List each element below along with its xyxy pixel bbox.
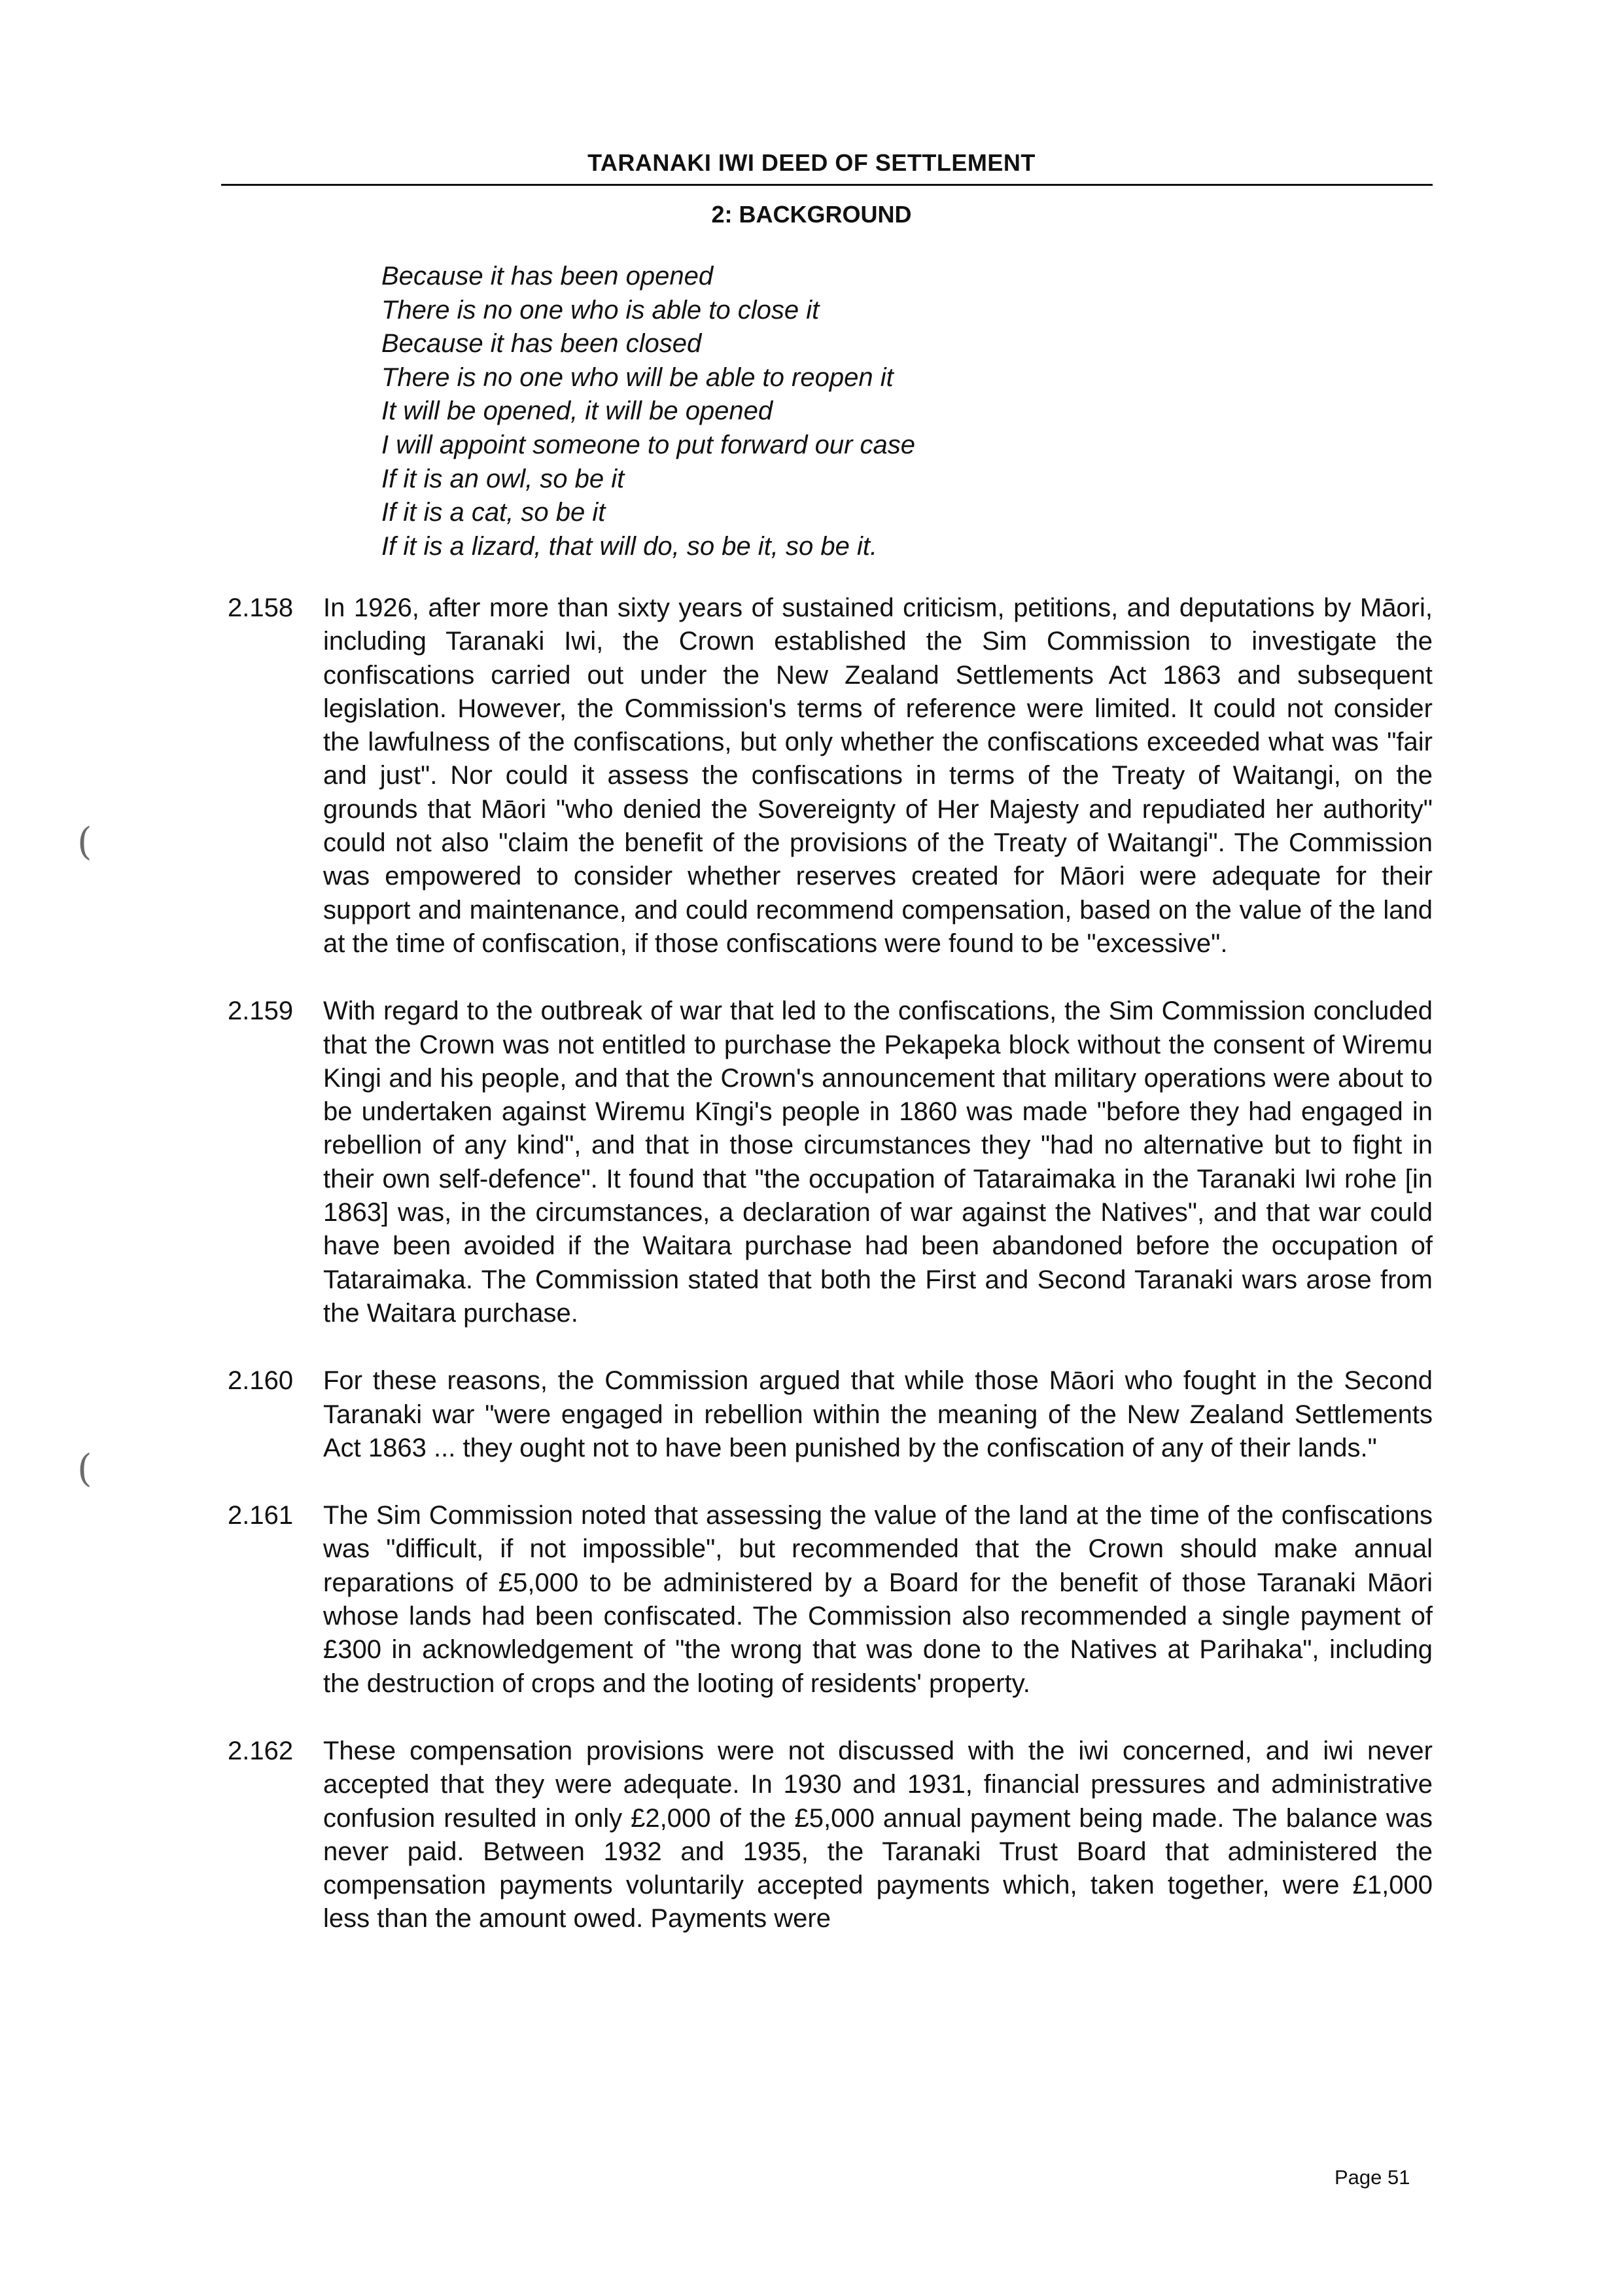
paragraph-text: With regard to the outbreak of war that led to the confiscations, the Sim Commission concluded that the Crown was not entitled to purchase the Pekapeka block without the consent of Wiremu Kingi and his people, and that the Crown's announcement that military operations were about to be undertaken against Wiremu Kīngi's people in 1860 was made "before they had engaged in rebellion of any kind", and that in those circumstances they "had no alternative but to fight in their own self-defence". It found that "the occupation of Tataraimaka in the Taranaki Iwi rohe [in 1863] was, in the circumstances, a declaration of war against the Natives", and that war could have been avoided if the Waitara purchase had been abandoned before the occupation of Tataraimaka. The Commission stated that both the First and Second Taranaki wars arose from the Waitara purchase. xyxy=(323,997,1433,1328)
paragraph-text: These compensation provisions were not discussed with the iwi concerned, and iwi never accepted that they were adequate. In 1930 and 1931, financial pressures and administrative confusion resulted in only £2,000 of the £5,000 annual payment being made. The balance was never paid. Between 1932 and 1935, the Taranaki Trust Board that administered the compensation payments voluntarily accepted payments which, taken together, were £1,000 less than the amount owed. Payments were xyxy=(323,1736,1433,1934)
paragraph-number: 2.161 xyxy=(228,1501,294,1530)
header-divider xyxy=(221,184,1433,186)
poem-line: I will appoint someone to put forward our case xyxy=(381,430,915,459)
paragraph-text: For these reasons, the Commission argued that while those Māori who fought in the Second Taranaki war "were engaged in rebellion within the meaning of the New Zealand Settlements Act 1863 ... they ought not to have been punished by the confiscation of any of their lands." xyxy=(323,1366,1433,1462)
paragraph-2-158 xyxy=(228,592,1433,961)
deed-title: TARANAKI IWI DEED OF SETTLEMENT xyxy=(587,149,1036,176)
poem-line: If it is a cat, so be it xyxy=(381,498,606,527)
poem-line: Because it has been closed xyxy=(381,329,702,359)
paragraph-text: In 1926, after more than sixty years of sustained criticism, petitions, and deputations by Māori, including Taranaki Iwi, the Crown established the Sim Commission to investigate the confiscations carried out under the New Zealand Settlements Act 1863 and subsequent legislation. However, the Commission's terms of reference were limited. It could not consider the lawfulness of the confiscations, but only whether the confiscations exceeded what was "fair and just". Nor could it assess the confiscations in terms of the Treaty of Waitangi, on the grounds that Māori "who denied the Sovereignty of Her Majesty and repudiated her authority" could not also "claim the benefit of the provisions of the Treaty of Waitangi". The Commission was empowered to consider whether reserves created for Māori were adequate for their support and maintenance, and could recommend compensation, based on the value of the land at the time of confiscation, if those confiscations were found to be "excessive". xyxy=(323,593,1433,958)
paragraph-2-160 xyxy=(228,1364,1433,1465)
poem-line: If it is a lizard, that will do, so be it, so be it. xyxy=(381,531,878,561)
margin-bracket-mark: ( xyxy=(77,1446,92,1491)
paragraph-2-162 xyxy=(228,1735,1433,1936)
paragraph-number: 2.160 xyxy=(228,1366,294,1396)
paragraph-number: 2.159 xyxy=(228,997,294,1026)
paragraph-number: 2.158 xyxy=(228,593,294,622)
poem-line: It will be opened, it will be opened xyxy=(381,397,773,426)
paragraph-text: The Sim Commission noted that assessing the value of the land at the time of the confiscations was "difficult, if not impossible", but recommended that the Crown should make annual reparations of £5,000 to be administered by a Board for the benefit of those Taranaki Māori whose lands had been confiscated. The Commission also recommended a single payment of £300 in acknowledgement of "the wrong that was done to the Natives at Parihaka", including the destruction of crops and the looting of residents' property. xyxy=(323,1501,1433,1698)
margin-bracket-mark: ( xyxy=(77,819,92,864)
paragraph-2-161 xyxy=(228,1499,1433,1701)
poem-line: If it is an owl, so be it xyxy=(381,464,625,493)
paragraph-number: 2.162 xyxy=(228,1736,294,1765)
section-heading: 2: BACKGROUND xyxy=(711,201,912,228)
numbered-paragraphs xyxy=(228,592,1433,1970)
poem-line: There is no one who will be able to reopen it xyxy=(381,362,894,392)
paragraph-2-159 xyxy=(228,995,1433,1330)
page-number: Page 51 xyxy=(1335,2166,1410,2189)
poem-line: There is no one who is able to close it xyxy=(381,295,820,325)
poem-block xyxy=(381,260,1297,563)
poem-line: Because it has been opened xyxy=(381,262,714,291)
